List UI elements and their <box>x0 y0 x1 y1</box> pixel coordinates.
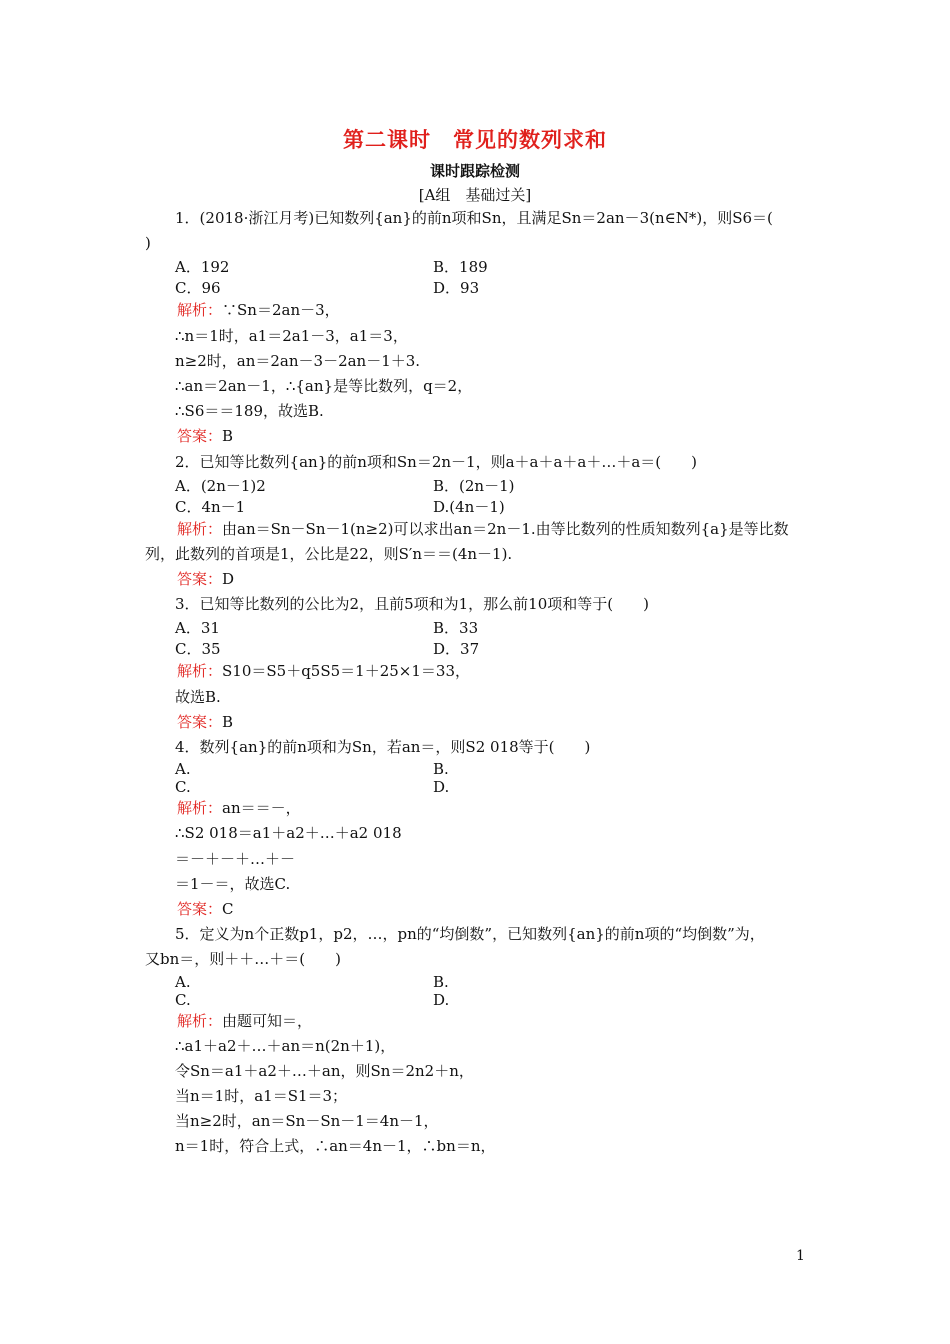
question-4-options-row-2 <box>145 778 813 796</box>
analysis-text: 由题可知＝， <box>222 1011 313 1030</box>
option-b: B．(2n－1) <box>433 476 515 495</box>
answer-label: 答案： <box>177 427 223 446</box>
question-1-options-row-1 <box>145 256 813 277</box>
option-a: A．(2n－1)2 <box>175 476 266 495</box>
analysis-line: ＝1－＝，故选C. <box>175 874 291 893</box>
option-a: A．192 <box>175 258 230 277</box>
question-2-answer <box>145 567 813 592</box>
questions-body <box>145 206 813 1160</box>
analysis-line: 当n＝1时，a1＝S1＝3； <box>175 1087 348 1106</box>
analysis-line: n＝1时，符合上式，∴an＝4n－1，∴bn＝n， <box>175 1137 496 1156</box>
analysis-text: 由an＝Sn－Sn－1(n≥2)可以求出an＝2n－1.由等比数列的性质知数列{a}是等比数 <box>222 519 789 538</box>
analysis-line: n≥2时，an＝2an－3－2an－1＋3. <box>175 351 421 370</box>
option-b: B. <box>433 760 449 779</box>
question-3-analysis <box>145 659 813 684</box>
question-5-options-row-1 <box>145 973 813 991</box>
question-5-stem-cont: 又bn＝，则＋＋…＋＝( ) <box>145 950 341 969</box>
analysis-line: ∴an＝2an－1，∴{an}是等比数列，q＝2， <box>175 376 473 395</box>
question-1-stem: 1．(2018·浙江月考)已知数列{an}的前n项和Sn，且满足Sn＝2an－3(n∈N*)，则S6＝( <box>175 209 773 227</box>
option-c: C. <box>175 778 191 797</box>
analysis-text: an＝＝－， <box>222 799 301 818</box>
option-b: B．33 <box>433 619 479 638</box>
option-d: D. <box>433 778 450 797</box>
question-1-analysis <box>145 298 813 323</box>
lesson-title: 第二课时 常见的数列求和 <box>343 127 607 152</box>
question-1-answer <box>145 424 813 449</box>
option-c: C．96 <box>175 279 221 298</box>
question-2-options-row-1 <box>145 475 813 496</box>
option-b: B．189 <box>433 258 488 277</box>
analysis-text: ∵Sn＝2an－3， <box>222 301 340 320</box>
option-b: B. <box>433 972 449 991</box>
question-5-stem: 5．定义为n个正数p1，p2，…，pn的“均倒数”，已知数列{an}的前n项的“均倒数”为， <box>175 925 765 944</box>
question-3-stem: 3．已知等比数列的公比为2，且前5项和为1，那么前10项和等于( ) <box>175 595 649 614</box>
page-number: 1 <box>796 1248 805 1264</box>
analysis-line: ∴n＝1时，a1＝2a1－3，a1＝3， <box>175 326 408 345</box>
question-3-options-row-2 <box>145 638 813 659</box>
analysis-label: 解析： <box>177 799 223 818</box>
analysis-line: ∴a1＋a2＋…＋an＝n(2n＋1)， <box>175 1036 396 1055</box>
option-d: D．37 <box>433 640 480 659</box>
question-5-analysis <box>145 1009 813 1034</box>
answer-label: 答案： <box>177 712 223 731</box>
analysis-line: 故选B. <box>175 687 221 706</box>
analysis-label: 解析： <box>177 662 223 681</box>
option-d: D. <box>433 990 450 1009</box>
option-a: A. <box>175 760 191 779</box>
answer-value: B <box>222 427 234 446</box>
question-2-analysis <box>145 517 813 542</box>
question-4-answer <box>145 897 813 922</box>
option-c: C．35 <box>175 640 221 659</box>
question-2-options-row-2 <box>145 496 813 517</box>
answer-label: 答案： <box>177 899 223 918</box>
analysis-line: ∴S2 018＝a1＋a2＋…＋a2 018 <box>175 824 402 843</box>
section-subtitle: 课时跟踪检测 <box>429 162 520 180</box>
option-d: D．93 <box>433 279 480 298</box>
question-2-stem: 2．已知等比数列{an}的前n项和Sn＝2n－1，则a＋a＋a＋a＋…＋a＝( ) <box>175 452 697 471</box>
analysis-line: ∴S6＝＝189，故选B. <box>175 402 324 421</box>
answer-label: 答案： <box>177 570 223 589</box>
analysis-line: ＝－＋－＋…＋－ <box>175 849 296 868</box>
option-c: C．4n－1 <box>175 497 246 516</box>
analysis-label: 解析： <box>177 1011 223 1030</box>
question-4-analysis <box>145 796 813 821</box>
answer-value: D <box>222 570 235 589</box>
group-heading: [A组 基础过关] <box>418 186 532 204</box>
question-4-stem: 4．数列{an}的前n项和为Sn，若an＝，则S2 018等于( ) <box>175 738 591 756</box>
analysis-label: 解析： <box>177 519 223 538</box>
analysis-line: 列，此数列的首项是1，公比是22，则S′n＝＝(4n－1). <box>145 544 513 563</box>
question-4-options-row-1 <box>145 760 813 778</box>
option-c: C. <box>175 990 191 1009</box>
question-3-options-row-1 <box>145 617 813 638</box>
option-a: A．31 <box>175 619 220 638</box>
question-1-stem-cont: ) <box>145 234 151 253</box>
option-a: A. <box>175 972 191 991</box>
answer-value: B <box>222 712 234 731</box>
analysis-line: 令Sn＝a1＋a2＋…＋an，则Sn＝2n2＋n， <box>175 1061 474 1080</box>
analysis-text: S10＝S5＋q5S5＝1＋25×1＝33， <box>222 662 470 681</box>
analysis-label: 解析： <box>177 301 223 320</box>
analysis-line: 当n≥2时，an＝Sn－Sn－1＝4n－1， <box>175 1112 439 1131</box>
question-5-options-row-2 <box>145 991 813 1009</box>
question-1-options-row-2 <box>145 277 813 298</box>
answer-value: C <box>222 899 234 918</box>
option-d: D.(4n－1) <box>433 497 505 516</box>
question-3-answer <box>145 710 813 735</box>
